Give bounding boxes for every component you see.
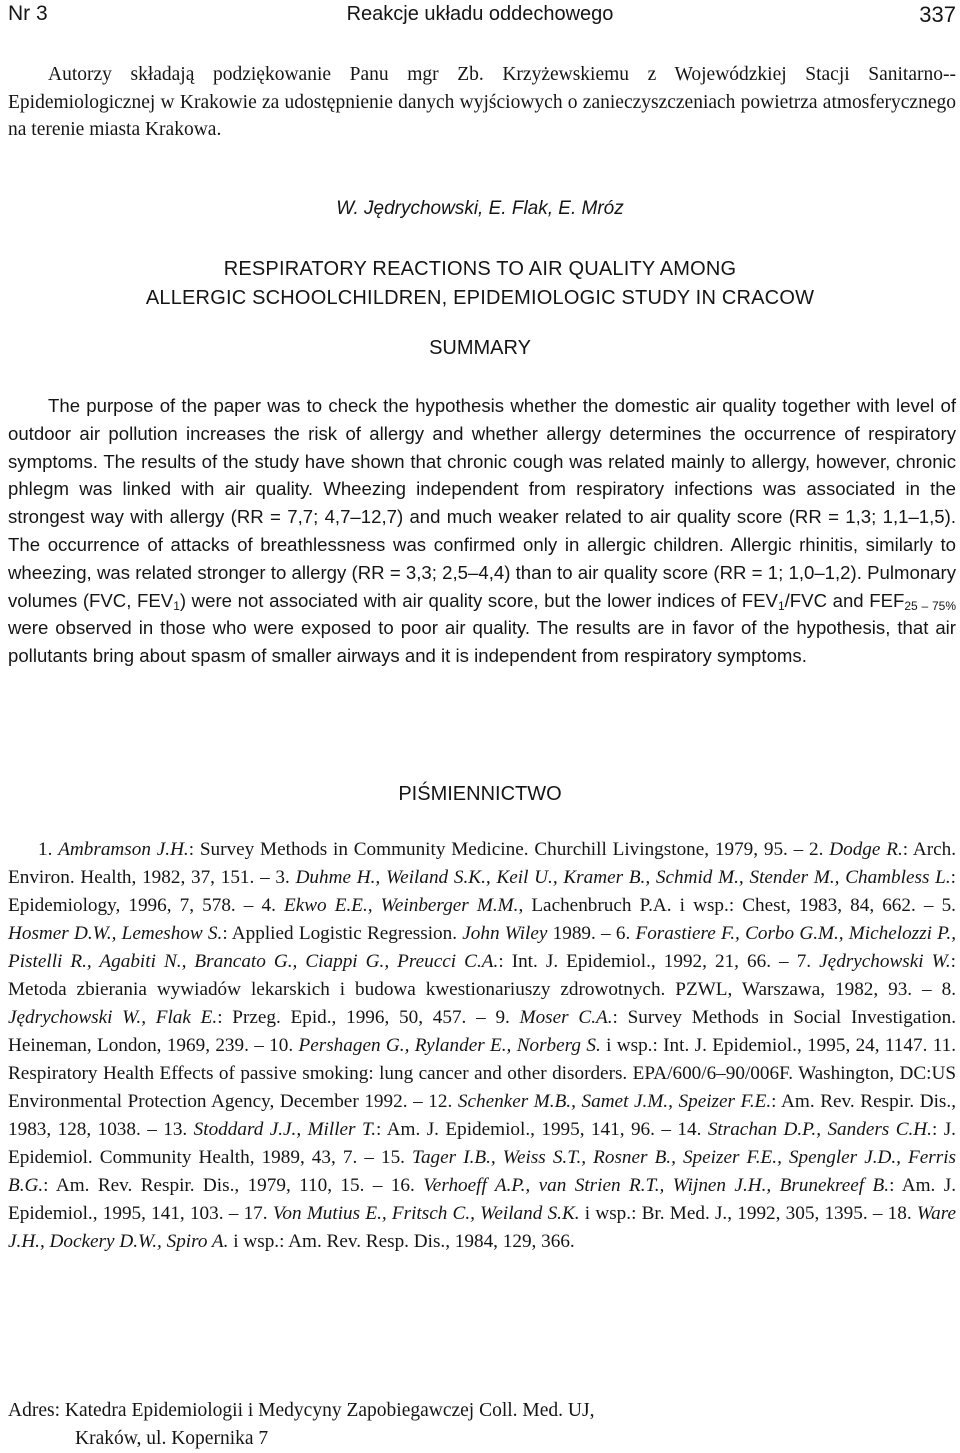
reference-authors: Jędrychowski W. <box>819 951 951 972</box>
reference-text: : Applied Logistic Regression. <box>222 923 463 944</box>
reference-text: : Arch. Environ. Health, 1982, 37, 151. – 3. <box>8 839 956 888</box>
reference-authors: Stoddard J.J., Miller T. <box>193 1119 376 1140</box>
reference-text: : Survey Methods in Community Medicine. Churchill Livingstone, 1979, 95. – 2. <box>188 839 830 860</box>
reference-text: , Lachenbruch P.A. i wsp.: Chest, 1983, 84, 662. – 5. <box>518 895 956 916</box>
page-number: 337 <box>919 2 956 27</box>
reference-authors: Dodge R. <box>829 839 903 860</box>
reference-authors: Duhme H., Weiland S.K., Keil U., Kramer B., Schmid M., Stender M., Chambless L. <box>295 867 951 888</box>
reference-authors: Jędrychowski W., Flak E. <box>8 1007 218 1028</box>
reference-text: : Przeg. Epid., 1996, 50, 457. – 9. <box>217 1007 520 1028</box>
summary-heading: SUMMARY <box>429 337 531 359</box>
abstract-subscript-fev1: 1 <box>173 598 180 613</box>
reference-text: 1989. – 6. <box>547 923 636 944</box>
reference-authors: Pershagen G., Rylander E., Norberg S. <box>298 1035 601 1056</box>
author-address <box>8 1397 594 1453</box>
running-header <box>0 2 960 30</box>
references-list <box>8 836 956 1256</box>
reference-text: : Epidemiology, 1996, 7, 578. – 4. <box>8 867 956 916</box>
reference-text: i wsp.: Int. J. Epidemiol., 1995, 24, 1147. 11. Respiratory Health Effects of passive smoking: lung cancer and other disorders. EPA/600/6–90/006F. Washington, DC:US Environmental Protection Agency, December 1992. – 12. <box>8 1035 956 1112</box>
reference-authors: Ambramson J.H. <box>58 839 189 860</box>
reference-authors: Von Mutius E., Fritsch C., Weiland S.K. <box>272 1203 580 1224</box>
reference-text: : Am. J. Epidemiol., 1995, 141, 96. – 14. <box>376 1119 708 1140</box>
reference-text: : Am. J. Epidemiol., 1995, 141, 103. – 17. <box>8 1175 956 1224</box>
reference-authors: Tager I.B., Weiss S.T., Rosner B., Speizer F.E., Spengler J.D., Ferris B.G. <box>8 1147 957 1196</box>
authors: W. Jędrychowski, E. Flak, E. Mróz <box>336 198 624 219</box>
reference-authors: Verhoeff A.P., van Strien R.T., Wijnen J.H., Brunekreef B. <box>423 1175 890 1196</box>
running-title: Reakcje układu oddechowego <box>346 3 614 25</box>
reference-authors: Hosmer D.W., Lemeshow S. <box>8 923 223 944</box>
reference-authors: Moser C.A. <box>519 1007 613 1028</box>
reference-authors: Forastiere F., Corbo G.M., Michelozzi P., Pistelli R., Agabiti N., Brancato G., Ciappi G., Preucci C.A. <box>8 923 956 972</box>
article-title-line-2: ALLERGIC SCHOOLCHILDREN, EPIDEMIOLOGIC STUDY IN CRACOW <box>145 287 815 309</box>
references-heading: PIŚMIENNICTWO <box>398 783 562 805</box>
abstract-subscript-fef: 25 – 75% <box>904 598 956 613</box>
article-title <box>0 255 960 313</box>
abstract-text-1: The purpose of the paper was to check the hypothesis whether the domestic air quality together with level of outdoor air pollution increases the risk of allergy and whether allergy determines the occurrence of respiratory symptoms. The results of the study have shown that chronic cough was related mainly to allergy, however, chronic phlegm was linked with air quality. Wheezing independent from respiratory infections was associated in the strongest way with allergy (RR = 7,7; 4,7–12,7) and much weaker related to air quality score (RR = 1,3; 1,1–1,5). The occurrence of attacks of breathlessness was confirmed only in allergic children. Allergic rhinitis, similarly to wheezing, was related stronger to allergy (RR = 3,3; 2,5–4,4) than to air quality score (RR = 1; 1,0–1,2). Pulmonary volumes (FVC, FEV <box>8 395 956 611</box>
address-line-2: Kraków, ul. Kopernika 7 <box>75 1428 269 1449</box>
abstract-text-3: /FVC and FEF <box>784 589 905 611</box>
reference-authors: Strachan D.P., Sanders C.H. <box>707 1119 932 1140</box>
reference-text: : J. Epidemiol. Community Health, 1989, 43, 7. – 15. <box>8 1119 956 1168</box>
reference-authors: Ware J.H., Dockery D.W., Spiro A. <box>8 1203 956 1252</box>
article-title-line-1: RESPIRATORY REACTIONS TO AIR QUALITY AMONG <box>223 258 737 280</box>
abstract-subscript-fev1-ratio: 1 <box>777 598 785 613</box>
abstract-text-4: were observed in those who were exposed to poor air quality. The results are in favor of the hypothesis, that air pollutants bring about spasm of smaller airways and it is independent from respiratory symptoms. <box>8 617 956 667</box>
issue-number: Nr 3 <box>8 2 48 25</box>
abstract-paragraph <box>8 392 956 670</box>
reference-text: i wsp.: Br. Med. J., 1992, 305, 1395. – 18. <box>579 1203 917 1224</box>
abstract-text-2: ) were not associated with air quality score, but the lower indices of FEV <box>179 589 778 611</box>
reference-authors: Schenker M.B., Samet J.M., Speizer F.E. <box>457 1091 772 1112</box>
reference-authors: Ekwo E.E., Weinberger M.M. <box>284 895 519 916</box>
acknowledgement-paragraph: Autorzy składają podziękowanie Panu mgr Zb. Krzyżewskiemu z Wojewódzkiej Stacji Sanitarno--Epidemiologicznej w Krakowie za udostępnienie danych wyjściowych o zanieczyszczeniach powietrza atmosferycznego na terenie miasta Krakowa. <box>8 64 956 141</box>
reference-text: : Am. Rev. Respir. Dis., 1979, 110, 15. – 16. <box>43 1175 424 1196</box>
reference-text: i wsp.: Am. Rev. Resp. Dis., 1984, 129, 366. <box>228 1231 575 1252</box>
reference-text: : Am. Rev. Respir. Dis., 1983, 128, 1038. – 13. <box>8 1091 956 1140</box>
reference-text: 1. <box>38 839 59 860</box>
reference-text: : Metoda zbierania wywiadów lekarskich i budowa kwestionariuszy zdrowotnych. PZWL, Warszawa, 1982, 93. – 8. <box>8 951 956 1000</box>
address-line-1: Adres: Katedra Epidemiologii i Medycyny Zapobiegawczej Coll. Med. UJ, <box>8 1400 595 1421</box>
reference-text: : Int. J. Epidemiol., 1992, 21, 66. – 7. <box>498 951 820 972</box>
reference-text: : Survey Methods in Social Investigation. Heineman, London, 1969, 239. – 10. <box>8 1007 957 1056</box>
reference-authors: John Wiley <box>462 923 548 944</box>
